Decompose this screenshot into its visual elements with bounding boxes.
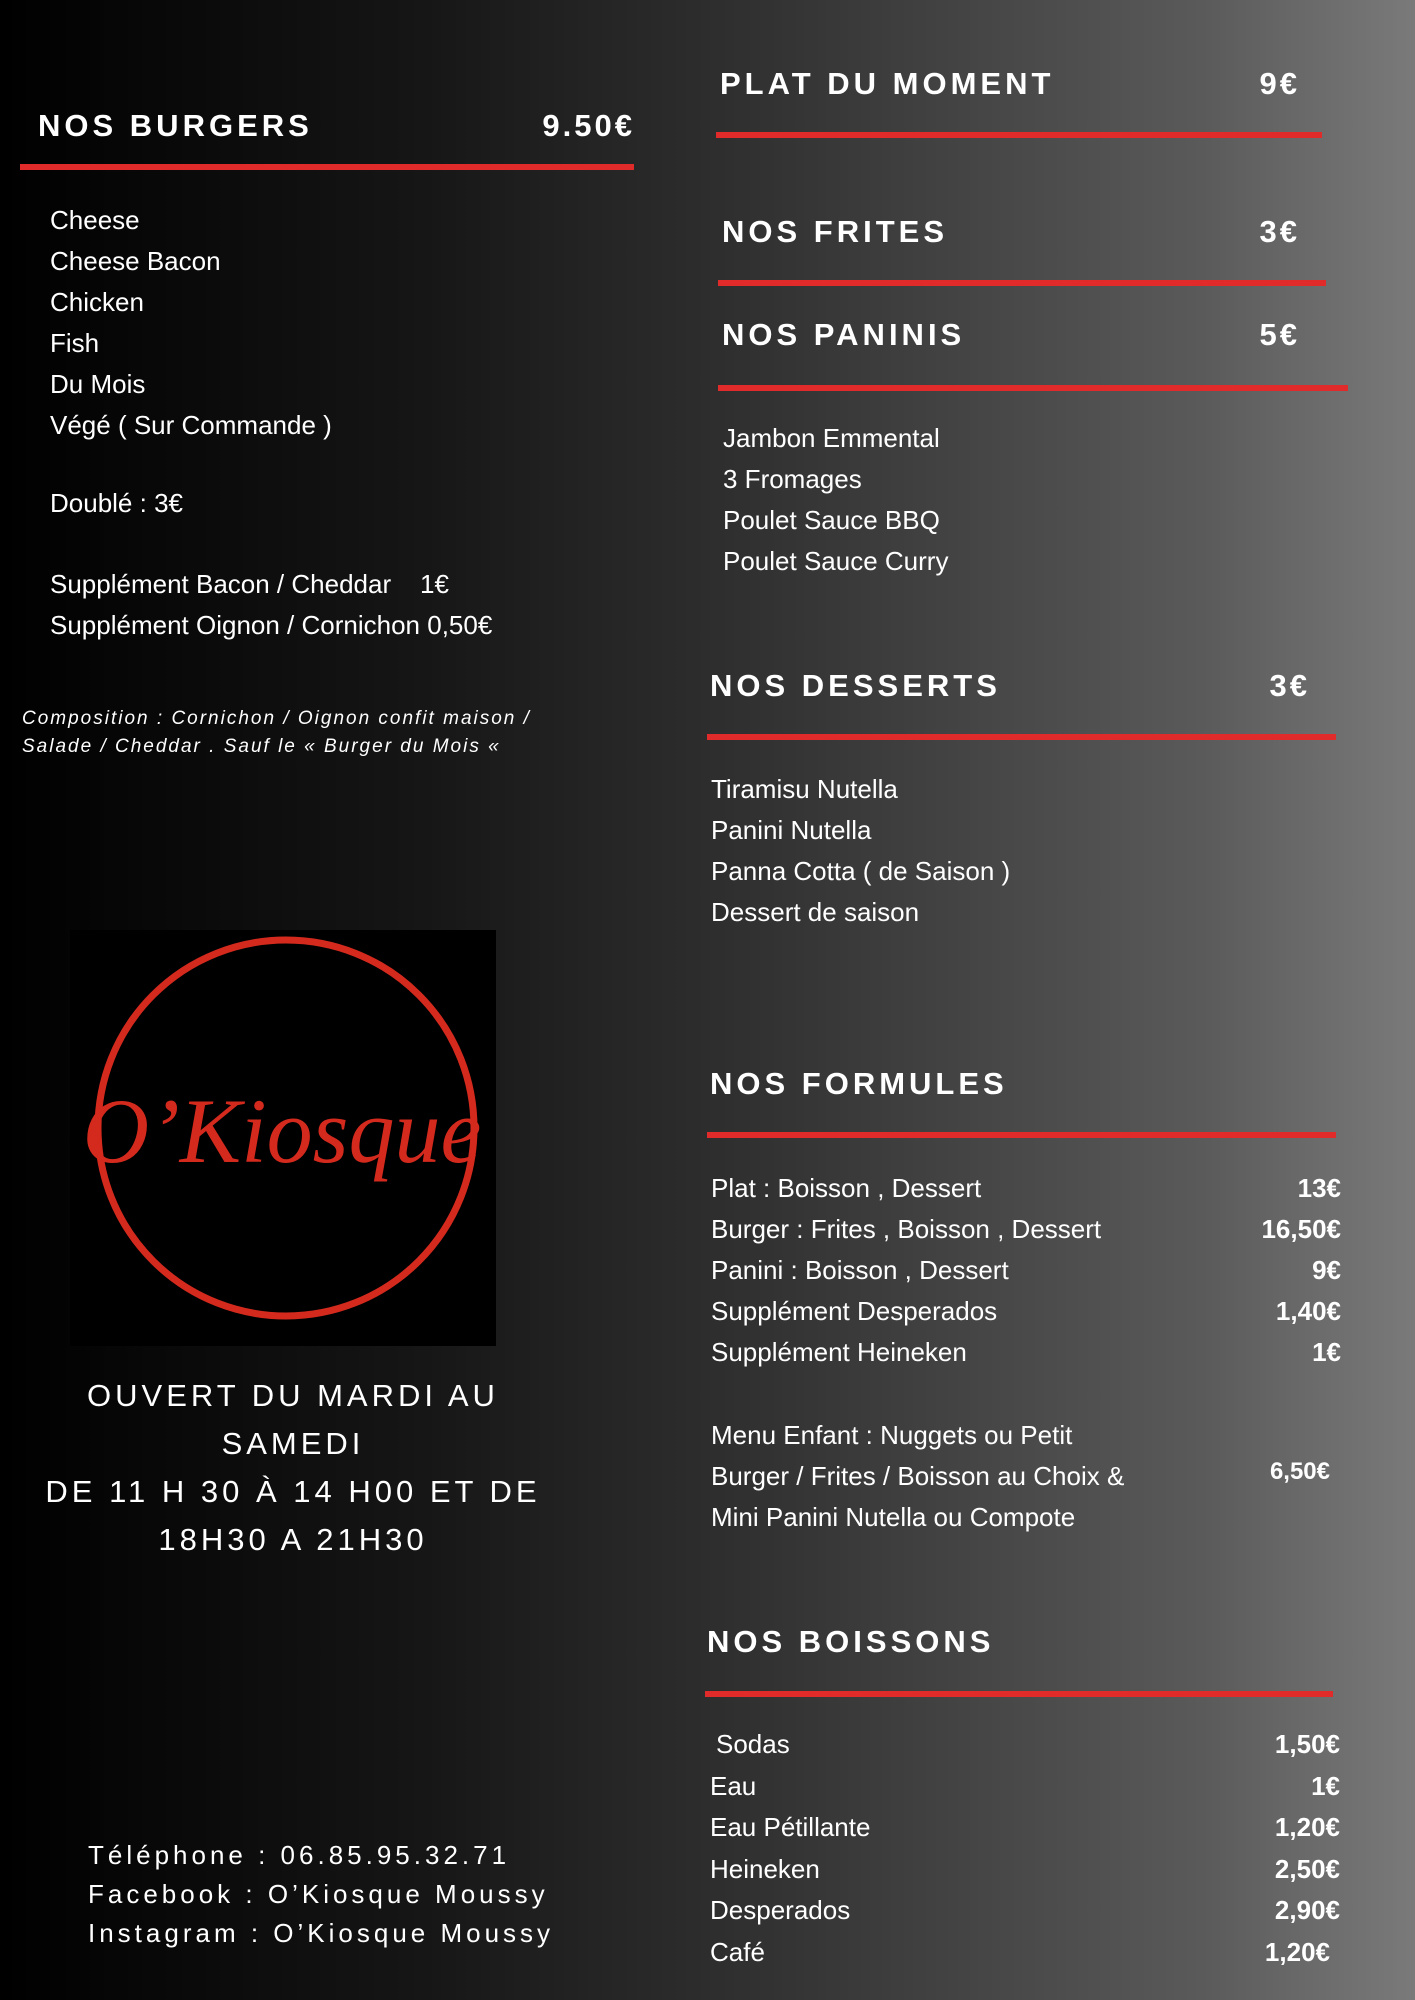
formule-price: 1€: [1312, 1337, 1341, 1367]
composition-line: Salade / Cheddar . Sauf le « Burger du Mois «: [22, 736, 501, 757]
facebook: Facebook : O’Kiosque Moussy: [88, 1879, 549, 1909]
formule-label: Supplément Heineken: [711, 1337, 967, 1367]
instagram: Instagram : O’Kiosque Moussy: [88, 1918, 555, 1948]
table-row: [710, 1932, 1340, 1974]
table-row: [710, 1849, 1340, 1891]
hours-line: OUVERT DU MARDI AU: [87, 1378, 499, 1413]
frites-price: 3€: [1259, 214, 1300, 249]
burgers-double: Doublé : 3€: [50, 488, 183, 518]
boisson-label: Heineken: [710, 1853, 820, 1884]
burgers-composition: [22, 705, 531, 761]
table-row: [711, 1332, 1341, 1373]
list-item: Dessert de saison: [711, 897, 920, 927]
boisson-label: Desperados: [710, 1895, 851, 1925]
table-row: [710, 1807, 1340, 1849]
kids-menu-line: Menu Enfant : Nuggets ou Petit: [711, 1420, 1073, 1450]
desserts-divider: [707, 734, 1336, 740]
boisson-price: 1,50€: [1274, 1729, 1340, 1759]
boisson-label: Eau: [710, 1770, 757, 1801]
list-item: Panna Cotta ( de Saison ): [711, 856, 1011, 886]
table-row: [710, 1766, 1340, 1808]
list-item: Panini Nutella: [711, 815, 872, 845]
burgers-divider: [20, 164, 634, 170]
list-item: Fish: [50, 328, 100, 358]
table-row: [711, 1209, 1341, 1250]
paninis-divider: [718, 385, 1348, 391]
logo-graphic: [70, 930, 496, 1346]
burgers-list: [50, 200, 332, 446]
table-row: [710, 1724, 1340, 1766]
burgers-extra: Supplément Oignon / Cornichon 0,50€: [50, 610, 493, 640]
desserts-price: 3€: [1269, 668, 1310, 703]
list-item: 3 Fromages: [723, 464, 862, 494]
boissons-title: NOS BOISSONS: [707, 1624, 995, 1659]
plat-divider: [716, 132, 1322, 138]
formules-title: NOS FORMULES: [710, 1066, 1008, 1101]
table-row: [711, 1250, 1341, 1291]
burgers-extra: Supplément Bacon / Cheddar 1€: [50, 569, 449, 599]
list-item: Tiramisu Nutella: [711, 774, 898, 804]
hours-line: SAMEDI: [221, 1426, 365, 1461]
boissons-divider: [705, 1691, 1333, 1697]
boissons-list: [710, 1724, 1340, 1973]
formule-price: 13€: [1297, 1173, 1341, 1203]
boisson-price: 1,20€: [1264, 1936, 1330, 1967]
boisson-price: 1,20€: [1274, 1812, 1340, 1842]
contact-info: [88, 1836, 554, 1953]
frites-title: NOS FRITES: [722, 214, 949, 249]
paninis-list: [723, 418, 948, 582]
boisson-label: Sodas: [716, 1729, 790, 1759]
formules-divider: [707, 1132, 1336, 1138]
hours-line: DE 11 H 30 À 14 H00 ET DE: [45, 1474, 541, 1509]
list-item: Poulet Sauce Curry: [723, 546, 949, 576]
list-item: Cheese: [50, 205, 140, 235]
formule-label: Burger : Frites , Boisson , Dessert: [711, 1214, 1102, 1244]
plat-title: PLAT DU MOMENT: [720, 66, 1055, 101]
formule-label: Panini : Boisson , Dessert: [711, 1255, 1009, 1285]
boisson-label: Eau Pétillante: [710, 1812, 871, 1842]
boisson-price: 2,90€: [1274, 1895, 1340, 1925]
table-row: [710, 1890, 1340, 1932]
boisson-price: 2,50€: [1274, 1853, 1340, 1884]
composition-line: Composition : Cornichon / Oignon confit maison /: [22, 708, 531, 729]
paninis-title: NOS PANINIS: [722, 317, 966, 352]
table-row: [711, 1291, 1341, 1332]
formules-list: [711, 1168, 1341, 1373]
frites-divider: [718, 280, 1326, 286]
formule-label: Plat : Boisson , Dessert: [711, 1173, 982, 1203]
list-item: Chicken: [50, 287, 144, 317]
list-item: Végé ( Sur Commande ): [50, 410, 332, 440]
burgers-title: NOS BURGERS: [38, 108, 313, 143]
kids-menu: [711, 1415, 1124, 1538]
boisson-price: 1€: [1311, 1770, 1340, 1801]
list-item: Cheese Bacon: [50, 246, 221, 276]
desserts-title: NOS DESSERTS: [710, 668, 1001, 703]
formule-price: 1,40€: [1275, 1296, 1341, 1326]
kids-menu-line: Mini Panini Nutella ou Compote: [711, 1502, 1076, 1532]
formule-price: 9€: [1312, 1255, 1341, 1285]
list-item: Du Mois: [50, 369, 146, 399]
plat-price: 9€: [1259, 66, 1300, 101]
burgers-price: 9.50€: [542, 108, 635, 143]
opening-hours: [28, 1372, 558, 1564]
boisson-label: Café: [710, 1936, 765, 1967]
formule-label: Supplément Desperados: [711, 1296, 998, 1326]
phone: Téléphone : 06.85.95.32.71: [88, 1840, 511, 1870]
table-row: [711, 1168, 1341, 1209]
hours-line: 18H30 A 21H30: [158, 1522, 428, 1557]
kids-menu-price: 6,50€: [1269, 1458, 1330, 1485]
formule-price: 16,50€: [1261, 1214, 1341, 1244]
kids-menu-line: Burger / Frites / Boisson au Choix &: [711, 1461, 1125, 1491]
list-item: Poulet Sauce BBQ: [723, 505, 940, 535]
logo: [70, 930, 496, 1346]
desserts-list: [711, 769, 1010, 933]
logo-text: O’Kiosque: [82, 1080, 482, 1182]
list-item: Jambon Emmental: [723, 423, 940, 453]
paninis-price: 5€: [1259, 317, 1300, 352]
